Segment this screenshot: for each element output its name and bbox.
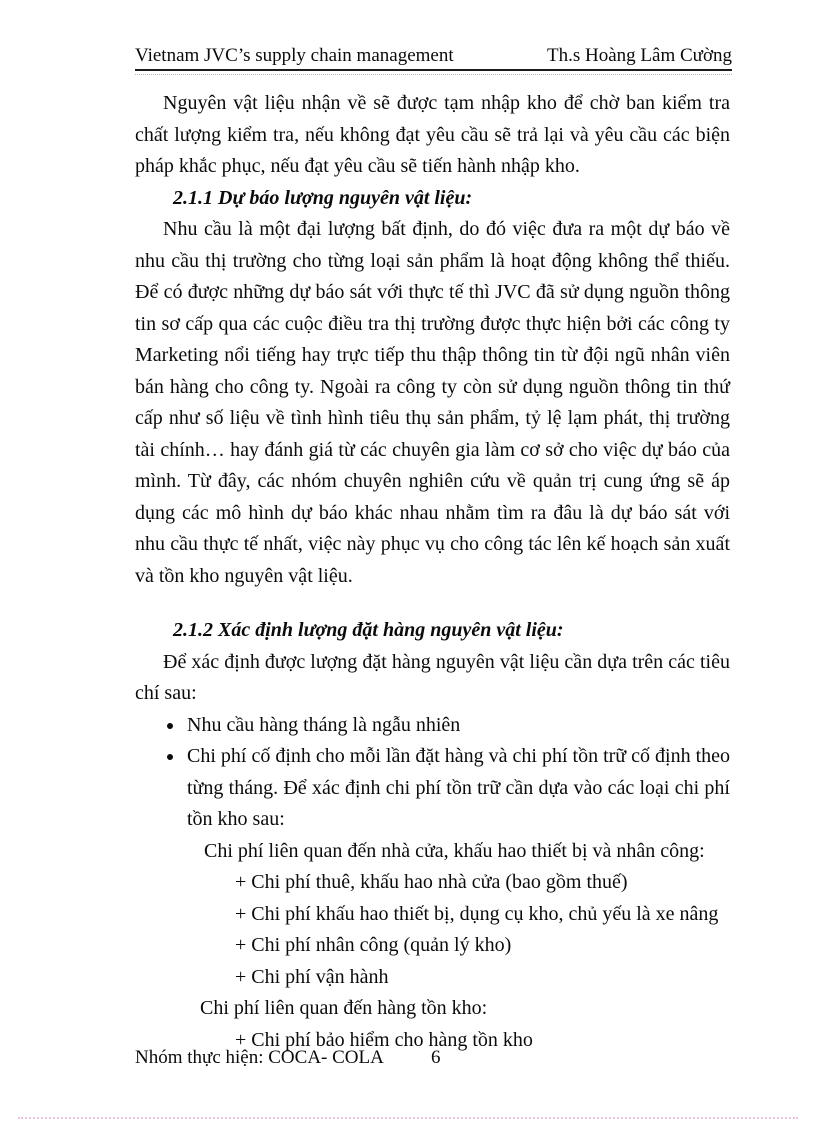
page-header [135, 44, 732, 71]
paragraph-demand-forecast: Nhu cầu là một đại lượng bất định, do đó việc đưa ra một dự báo về nhu cầu thị trường cho từng loại sản phẩm là hoạt động không thể thiếu. Để có được những dự báo sát với thực tế thì JVC đã sử dụng nguồn thông tin sơ cấp qua các cuộc điều tra thị trường được thực hiện bởi các công ty Marketing nổi tiếng hay trực tiếp thu thập thông tin từ đội ngũ nhân viên bán hàng cho công ty. Ngoài ra công ty còn sử dụng nguồn thông tin thứ cấp như số liệu về tình hình tiêu thụ sản phẩm, tỷ lệ lạm phát, thị trường tài chính… hay đánh giá từ các chuyên gia làm cơ sở cho việc dự báo của mình. Từ đây, các nhóm chuyên nghiên cứu về quản trị cung ứng sẽ áp dụng các mô hình dự báo khác nhau nhằm tìm ra đâu là dự báo sát với nhu cầu thực tế nhất, việc này phục vụ cho công tác lên kế hoạch sản xuất và tồn kho nguyên vật liệu. [135, 218, 730, 587]
bottom-scan-artifact-line [18, 1117, 798, 1119]
page-footer [135, 1046, 730, 1070]
cost-item-labor: + Chi phí nhân công (quản lý kho) [235, 934, 512, 956]
header-author-right: Th.s Hoàng Lâm Cường [547, 45, 732, 66]
cost-group-inventory-title: Chi phí liên quan đến hàng tồn kho: [200, 997, 488, 1019]
paragraph-order-criteria: Để xác định được lượng đặt hàng nguyên vật liệu cần dựa trên các tiêu chí sau: [135, 650, 730, 704]
page-number: 6 [431, 1047, 441, 1068]
cost-group-building-title: Chi phí liên quan đến nhà cửa, khấu hao thiết bị và nhân công: [204, 839, 705, 862]
header-underline [135, 74, 732, 75]
footer-team-label: Nhóm thực hiện: COCA- COLA [135, 1047, 384, 1068]
cost-item-rent-depreciation: + Chi phí thuê, khấu hao nhà cửa (bao gồm thuế) [235, 871, 628, 893]
document-body [135, 88, 730, 1056]
cost-item-operations: + Chi phí vận hành [235, 965, 389, 988]
heading-2-1-1: 2.1.1 Dự báo lượng nguyên vật liệu: [173, 186, 473, 209]
header-title-left: Vietnam JVC’s supply chain management [135, 45, 454, 66]
cost-item-inventory-insurance: + Chi phí bảo hiểm cho hàng tồn kho [235, 1028, 533, 1051]
paragraph-material-receiving: Nguyên vật liệu nhận về sẽ được tạm nhập kho để chờ ban kiểm tra chất lượng kiểm tra, nếu không đạt yêu cầu sẽ trả lại và yêu cầu các biện pháp khắc phục, nếu đạt yêu cầu sẽ tiến hành nhập kho. [135, 92, 730, 177]
bullet-item-random-demand: • Nhu cầu hàng tháng là ngẫu nhiên [185, 710, 730, 742]
criteria-bullet-list [135, 710, 730, 836]
bullet-item-fixed-costs: • Chi phí cố định cho mỗi lần đặt hàng và chi phí tồn trữ cố định theo từng tháng. Để xác định chi phí tồn trữ cần dựa vào các loại chi phí tồn kho sau: [185, 741, 730, 836]
heading-2-1-2: 2.1.2 Xác định lượng đặt hàng nguyên vật liệu: [173, 619, 564, 641]
cost-item-equipment-depreciation: + Chi phí khấu hao thiết bị, dụng cụ kho, chủ yếu là xe nâng [235, 902, 719, 925]
